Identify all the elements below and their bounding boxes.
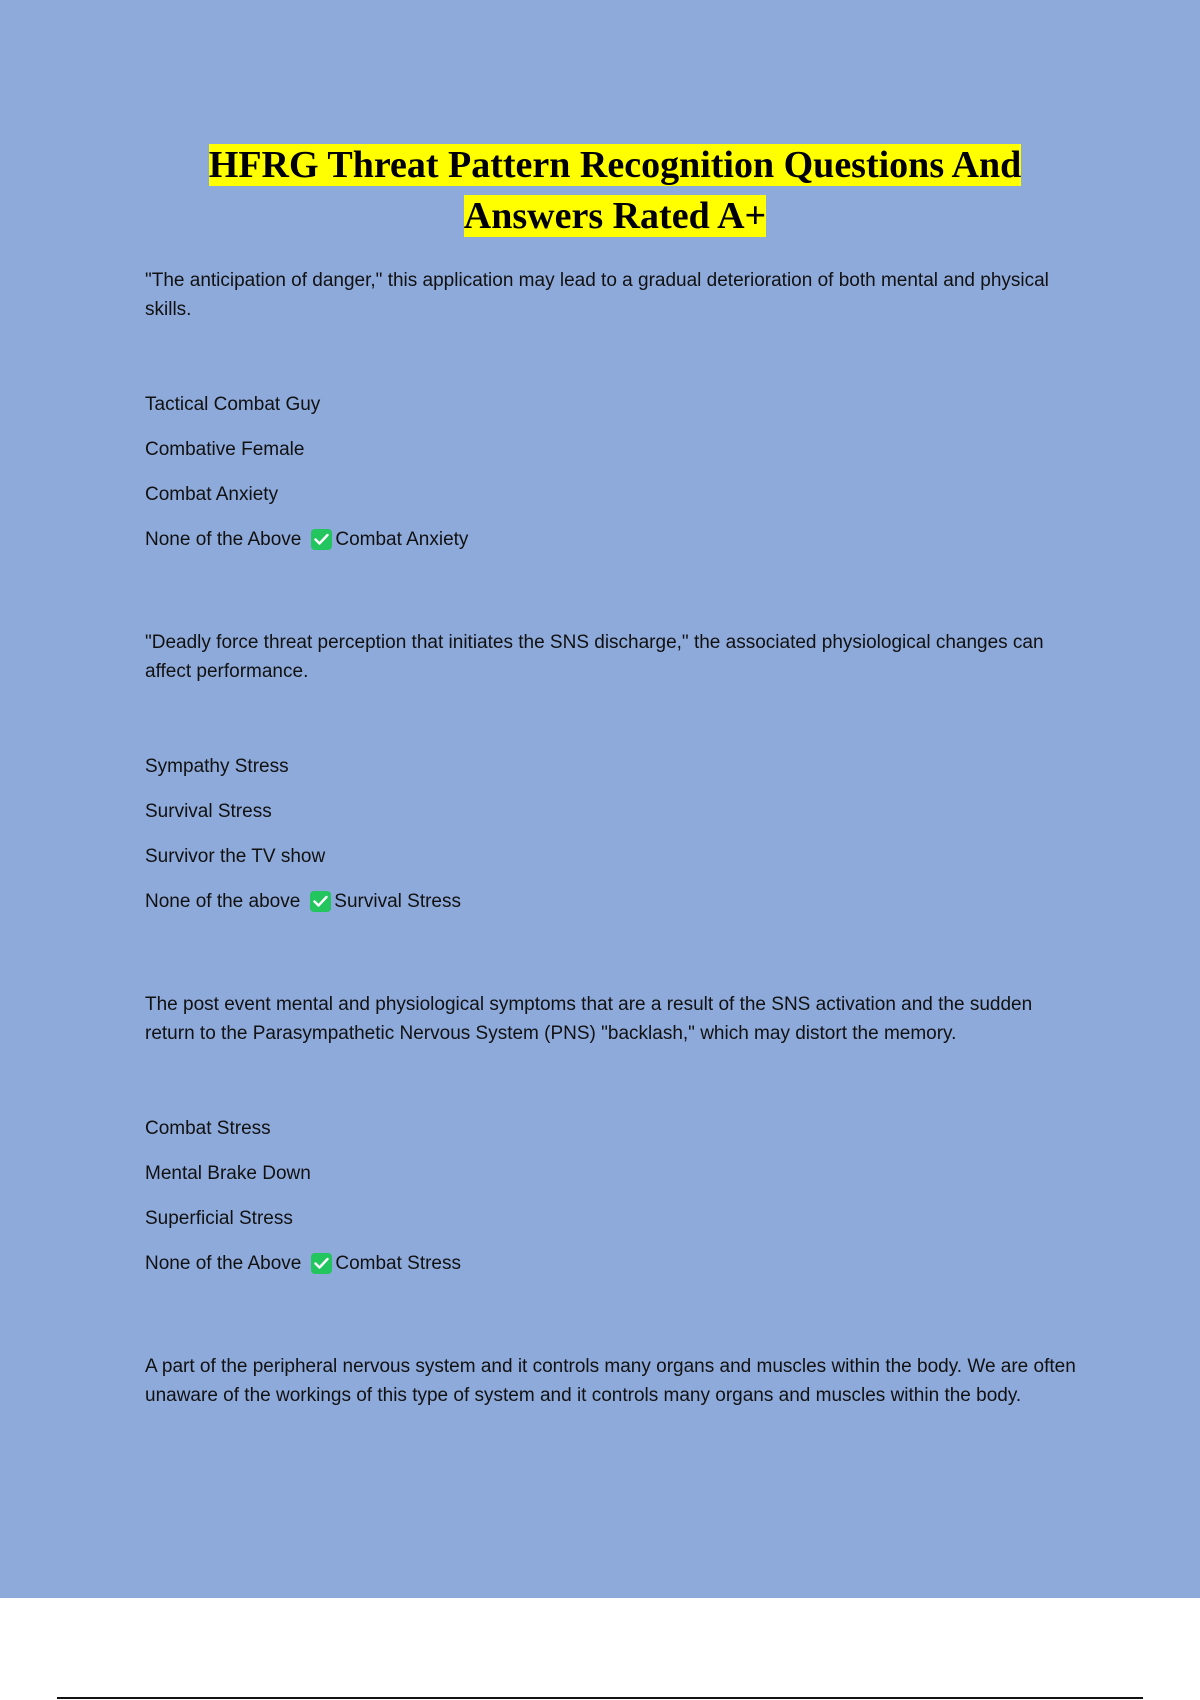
title-highlight: HFRG Threat Pattern Recognition Questions And Answers Rated A+: [208, 144, 1022, 237]
check-mark-icon: [311, 1253, 332, 1274]
correct-answer: Combat Stress: [335, 1253, 461, 1274]
last-option-label: None of the Above: [145, 529, 302, 550]
answer-option: Combat Anxiety: [145, 484, 279, 505]
correct-answer: Survival Stress: [334, 891, 461, 912]
answer-option: Survivor the TV show: [145, 846, 326, 867]
question-text: "The anticipation of danger," this application may lead to a gradual deterioration of both mental and physical skills.: [145, 270, 1049, 320]
correct-answer: Combat Anxiety: [335, 529, 469, 550]
document-title: [145, 140, 1085, 242]
answer-option: Superficial Stress: [145, 1208, 293, 1229]
answer-line: [145, 887, 1085, 916]
answer-option: Combative Female: [145, 439, 305, 460]
question-block: [145, 266, 1085, 554]
check-mark-icon: [310, 891, 331, 912]
question-text: A part of the peripheral nervous system and it controls many organs and muscles within the body. We are often unaware of the workings of this type of system and it controls many organs and muscles within the body.: [145, 1356, 1076, 1406]
answer-option: Mental Brake Down: [145, 1163, 311, 1184]
question-text: The post event mental and physiological symptoms that are a result of the SNS activation and the sudden return to the Parasympathetic Nervous System (PNS) "backlash," which may distort the memory.: [145, 994, 1033, 1044]
answer-option: Combat Stress: [145, 1118, 271, 1139]
answer-option: Survival Stress: [145, 801, 272, 822]
question-block: [145, 990, 1085, 1278]
answer-option: Tactical Combat Guy: [145, 394, 321, 415]
footer-divider: [57, 1697, 1143, 1699]
last-option-label: None of the Above: [145, 1253, 302, 1274]
question-block: [145, 1352, 1085, 1410]
check-mark-icon: [311, 529, 332, 550]
question-text: "Deadly force threat perception that initiates the SNS discharge," the associated physiological changes can affect performance.: [145, 632, 1044, 682]
answer-option: Sympathy Stress: [145, 756, 289, 777]
last-option-label: None of the above: [145, 891, 301, 912]
answer-line: [145, 1249, 1085, 1278]
question-block: [145, 628, 1085, 916]
answer-line: [145, 525, 1085, 554]
document-content: [145, 140, 1085, 1484]
